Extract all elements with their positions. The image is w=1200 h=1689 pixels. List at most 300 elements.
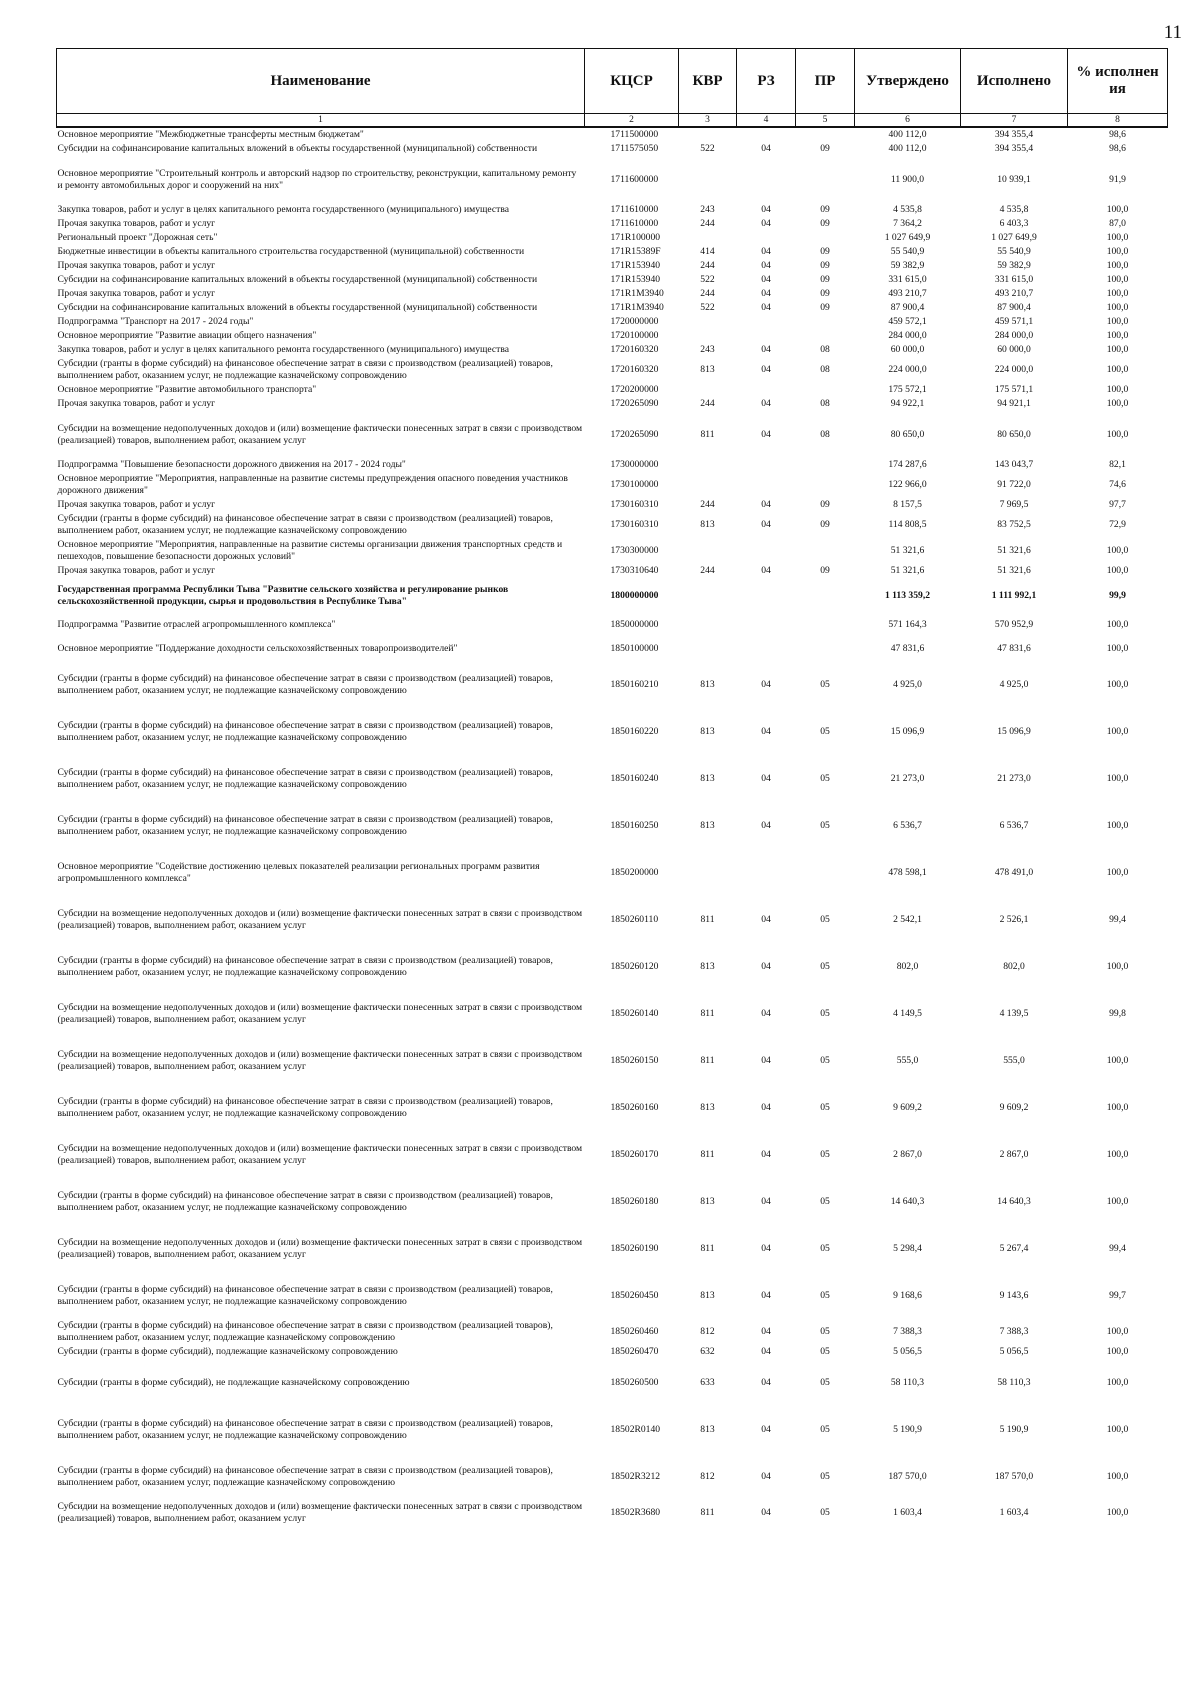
cell-approved: 224 000,0 xyxy=(888,364,927,375)
table-row xyxy=(57,397,1168,411)
cell-executed: 59 382,9 xyxy=(997,260,1031,271)
cell-approved: 80 650,0 xyxy=(890,428,925,440)
cell-approved: 187 570,0 xyxy=(888,1470,927,1482)
cell-kcsr: 1850260140 xyxy=(610,1007,659,1019)
cell-name: Подпрограмма "Развитие отраслей агропромышленного комплекса" xyxy=(57,619,336,630)
cell-name: Прочая закупка товаров, работ и услуг xyxy=(57,565,216,576)
cell-name: Субсидии (гранты в форме субсидий), подлежащие казначейскому сопровождению xyxy=(57,1346,398,1357)
column-number-row xyxy=(57,114,1168,128)
cell-approved: 14 640,3 xyxy=(890,1195,925,1207)
cell-rz: 04 xyxy=(761,519,771,530)
header-kcsr: КЦСР xyxy=(585,49,679,114)
table-row xyxy=(57,231,1168,245)
cell-name: Прочая закупка товаров, работ и услуг xyxy=(57,260,216,271)
cell-percent: 99,7 xyxy=(1109,1289,1126,1301)
cell-percent: 100,0 xyxy=(1106,398,1129,409)
cell-percent: 100,0 xyxy=(1106,545,1129,556)
cell-approved: 94 922,1 xyxy=(890,398,925,409)
cell-name: Субсидии на возмещение недополученных доходов и (или) возмещение фактически понесенных затрат в связи с производством (реализацией) товаров, выполнением работ, оказанием услуг xyxy=(57,1501,583,1524)
cell-pr xyxy=(796,637,855,661)
budget-execution-table xyxy=(56,48,1168,1526)
cell-kcsr: 1711575050 xyxy=(610,143,659,154)
cell-kvr: 244 xyxy=(700,398,715,409)
cell-kcsr: 1720100000 xyxy=(610,330,659,341)
cell-kvr: 813 xyxy=(700,725,715,737)
table-row xyxy=(57,259,1168,273)
cell-name: Субсидии на софинансирование капитальных вложений в объекты государственной (муниципальной) собственности xyxy=(57,274,538,285)
cell-percent: 100,0 xyxy=(1106,246,1129,257)
cell-approved: 331 615,0 xyxy=(888,274,927,285)
cell-kcsr: 1711610000 xyxy=(610,204,659,215)
cell-pr: 05 xyxy=(820,1148,830,1160)
cell-kvr: 812 xyxy=(700,1326,715,1337)
cell-approved: 15 096,9 xyxy=(890,725,925,737)
cell-executed: 394 355,4 xyxy=(994,129,1034,140)
cell-kcsr: 18502R0140 xyxy=(610,1423,661,1435)
cell-pr: 09 xyxy=(820,274,830,285)
cell-executed: 91 722,0 xyxy=(997,479,1031,490)
cell-rz xyxy=(737,329,796,343)
table-row xyxy=(57,538,1168,564)
cell-executed: 60 000,0 xyxy=(997,344,1031,355)
cell-kvr xyxy=(679,578,737,613)
cell-rz: 04 xyxy=(761,364,771,375)
cell-executed: 4 925,0 xyxy=(999,678,1029,690)
cell-percent: 99,8 xyxy=(1109,1007,1126,1019)
cell-kcsr: 18502R3212 xyxy=(610,1470,661,1482)
cell-percent: 99,9 xyxy=(1109,589,1126,601)
header-rz: РЗ xyxy=(737,49,796,114)
cell-name: Основное мероприятие "Содействие достижению целевых показателей реализации региональных программ развития агропромышленного комплекса" xyxy=(57,860,540,884)
table-row xyxy=(57,661,1168,708)
cell-pr: 05 xyxy=(820,1007,830,1019)
cell-kvr xyxy=(679,231,737,245)
cell-rz: 04 xyxy=(761,1346,771,1357)
cell-executed: 459 571,1 xyxy=(994,316,1034,327)
cell-approved: 7 364,2 xyxy=(893,218,922,229)
cell-percent: 97,7 xyxy=(1109,499,1126,510)
cell-rz: 04 xyxy=(761,565,771,576)
cell-kcsr: 1730160310 xyxy=(610,519,659,530)
cell-approved: 51 321,6 xyxy=(890,565,925,576)
cell-executed: 51 321,6 xyxy=(997,545,1031,556)
cell-rz xyxy=(737,613,796,637)
cell-kcsr: 18502R3680 xyxy=(610,1507,661,1518)
cell-executed: 284 000,0 xyxy=(994,330,1034,341)
table-row xyxy=(57,343,1168,357)
cell-approved: 114 808,5 xyxy=(888,519,927,530)
cell-name: Субсидии (гранты в форме субсидий) на финансовое обеспечение затрат в связи с производством (реализацией товаров), выполнением работ, оказанием услуг, подлежащие казначейскому сопровождению xyxy=(57,1464,553,1488)
table-body xyxy=(57,127,1168,1526)
header-pr: ПР xyxy=(796,49,855,114)
cell-name: Субсидии на возмещение недополученных доходов и (или) возмещение фактически понесенных затрат в связи с производством (реализацией) товаров, выполнением работ, оказанием услуг xyxy=(57,422,583,446)
cell-name: Основное мероприятие "Межбюджетные трансферты местным бюджетам" xyxy=(57,129,364,140)
cell-rz: 04 xyxy=(761,204,771,215)
cell-kvr xyxy=(679,127,737,142)
cell-executed: 2 867,0 xyxy=(999,1148,1029,1160)
header-approved: Утверждено xyxy=(855,49,961,114)
cell-percent: 74,6 xyxy=(1109,479,1126,490)
cell-kcsr: 171R1M3940 xyxy=(610,302,664,313)
cell-kcsr: 1850160220 xyxy=(610,725,659,737)
table-row xyxy=(57,1500,1168,1526)
table-row xyxy=(57,637,1168,661)
cell-pr: 09 xyxy=(820,288,830,299)
cell-percent: 100,0 xyxy=(1106,204,1129,215)
column-number: 8 xyxy=(1068,114,1168,128)
cell-kcsr: 171R153940 xyxy=(610,274,661,285)
cell-name: Основное мероприятие "Развитие автомобильного транспорта" xyxy=(57,384,317,395)
header-row xyxy=(57,49,1168,114)
header-kvr: КВР xyxy=(679,49,737,114)
cell-kvr: 813 xyxy=(700,1423,715,1435)
column-number: 2 xyxy=(585,114,679,128)
cell-kcsr: 1720200000 xyxy=(610,384,659,395)
cell-executed: 80 650,0 xyxy=(997,428,1031,440)
cell-percent: 100,0 xyxy=(1106,1195,1129,1207)
table-row xyxy=(57,273,1168,287)
cell-pr: 09 xyxy=(820,302,830,313)
cell-kcsr: 1711500000 xyxy=(610,129,659,140)
table-row xyxy=(57,564,1168,578)
table-row xyxy=(57,613,1168,637)
cell-pr: 05 xyxy=(820,819,830,831)
cell-kvr xyxy=(679,849,737,896)
table-row xyxy=(57,1225,1168,1272)
cell-name: Субсидии на возмещение недополученных доходов и (или) возмещение фактически понесенных затрат в связи с производством (реализацией) товаров, выполнением работ, оказанием услуг xyxy=(57,1236,583,1260)
cell-kvr: 244 xyxy=(700,499,715,510)
cell-percent: 100,0 xyxy=(1106,1101,1129,1113)
cell-pr xyxy=(796,156,855,203)
cell-name: Субсидии на возмещение недополученных доходов и (или) возмещение фактически понесенных затрат в связи с производством (реализацией) товаров, выполнением работ, оказанием услуг xyxy=(57,1142,583,1166)
header-percent: % исполнен ия xyxy=(1068,49,1168,114)
cell-pr xyxy=(796,849,855,896)
cell-executed: 7 969,5 xyxy=(999,499,1029,510)
cell-executed: 51 321,6 xyxy=(997,565,1031,576)
cell-pr xyxy=(796,472,855,498)
cell-executed: 94 921,1 xyxy=(997,398,1031,409)
cell-kvr: 813 xyxy=(700,519,715,530)
cell-kvr: 813 xyxy=(700,960,715,972)
cell-rz xyxy=(737,127,796,142)
cell-approved: 175 572,1 xyxy=(888,384,927,395)
cell-kvr: 244 xyxy=(700,565,715,576)
cell-name: Основное мероприятие "Поддержание доходности сельскохозяйственных товаропроизводителей" xyxy=(57,643,458,654)
cell-pr: 05 xyxy=(820,1507,830,1518)
cell-approved: 47 831,6 xyxy=(890,643,925,654)
cell-pr: 09 xyxy=(820,519,830,530)
cell-kvr xyxy=(679,315,737,329)
table-row xyxy=(57,217,1168,231)
cell-pr xyxy=(796,329,855,343)
cell-executed: 187 570,0 xyxy=(994,1470,1034,1482)
cell-name: Субсидии (гранты в форме субсидий) на финансовое обеспечение затрат в связи с производством (реализацией) товаров, выполнением работ, оказанием услуг, не подлежащие казначейскому сопровождению xyxy=(57,1283,553,1307)
cell-kvr xyxy=(679,156,737,203)
table-row xyxy=(57,1272,1168,1319)
cell-name: Субсидии (гранты в форме субсидий) на финансовое обеспечение затрат в связи с производством (реализацией) товаров, выполнением работ, оказанием услуг, не подлежащие казначейскому сопровождению xyxy=(57,1189,553,1213)
table-row xyxy=(57,142,1168,156)
cell-approved: 7 388,3 xyxy=(893,1326,922,1337)
cell-approved: 6 536,7 xyxy=(893,819,922,831)
cell-percent: 98,6 xyxy=(1109,129,1126,140)
cell-pr: 09 xyxy=(820,246,830,257)
table-row xyxy=(57,512,1168,538)
cell-percent: 100,0 xyxy=(1106,232,1129,243)
cell-pr: 08 xyxy=(820,428,830,440)
cell-approved: 1 603,4 xyxy=(893,1507,922,1518)
cell-kvr: 813 xyxy=(700,772,715,784)
cell-kcsr: 171R1M3940 xyxy=(610,288,664,299)
cell-pr: 09 xyxy=(820,260,830,271)
cell-percent: 100,0 xyxy=(1106,260,1129,271)
cell-name: Субсидии (гранты в форме субсидий) на финансовое обеспечение затрат в связи с производством (реализацией) товаров, выполнением работ, оказанием услуг, не подлежащие казначейскому сопровождению xyxy=(57,358,553,381)
cell-rz xyxy=(737,156,796,203)
cell-kcsr: 1720160320 xyxy=(610,364,659,375)
cell-kvr: 813 xyxy=(700,819,715,831)
cell-executed: 175 571,1 xyxy=(994,384,1034,395)
cell-name: Субсидии на софинансирование капитальных вложений в объекты государственной (муниципальной) собственности xyxy=(57,302,538,313)
cell-kcsr: 1720265090 xyxy=(610,398,659,409)
cell-name: Основное мероприятие "Развитие авиации общего назначения" xyxy=(57,330,317,341)
cell-rz: 04 xyxy=(761,1423,771,1435)
cell-kvr: 522 xyxy=(700,274,715,285)
cell-percent: 99,4 xyxy=(1109,1242,1126,1254)
table-row xyxy=(57,472,1168,498)
cell-percent: 100,0 xyxy=(1106,619,1129,630)
cell-approved: 478 598,1 xyxy=(888,866,927,878)
cell-pr: 05 xyxy=(820,1101,830,1113)
cell-kcsr: 1850260500 xyxy=(610,1376,659,1388)
cell-percent: 100,0 xyxy=(1106,428,1129,440)
cell-pr: 05 xyxy=(820,1376,830,1388)
cell-approved: 493 210,7 xyxy=(888,288,927,299)
cell-executed: 5 190,9 xyxy=(999,1423,1029,1435)
table-row xyxy=(57,1178,1168,1225)
cell-kcsr: 171R100000 xyxy=(610,232,661,243)
cell-pr xyxy=(796,383,855,397)
cell-kvr xyxy=(679,329,737,343)
cell-kvr xyxy=(679,538,737,564)
cell-kvr: 813 xyxy=(700,1101,715,1113)
cell-percent: 100,0 xyxy=(1106,866,1129,878)
cell-kcsr: 1850260180 xyxy=(610,1195,659,1207)
cell-kcsr: 1850260150 xyxy=(610,1054,659,1066)
cell-percent: 100,0 xyxy=(1106,288,1129,299)
cell-approved: 174 287,6 xyxy=(888,459,927,470)
cell-percent: 91,9 xyxy=(1109,173,1126,185)
cell-kcsr: 1850000000 xyxy=(610,619,659,630)
table-row xyxy=(57,357,1168,383)
cell-approved: 87 900,4 xyxy=(890,302,925,313)
cell-pr: 05 xyxy=(820,1470,830,1482)
table-row xyxy=(57,802,1168,849)
cell-pr: 05 xyxy=(820,1346,830,1357)
cell-executed: 5 267,4 xyxy=(999,1242,1029,1254)
cell-executed: 87 900,4 xyxy=(997,302,1031,313)
cell-percent: 100,0 xyxy=(1106,1507,1129,1518)
table-row xyxy=(57,127,1168,142)
cell-rz: 04 xyxy=(761,1148,771,1160)
cell-percent: 72,9 xyxy=(1109,519,1126,530)
cell-pr xyxy=(796,458,855,472)
cell-percent: 100,0 xyxy=(1106,1148,1129,1160)
cell-percent: 100,0 xyxy=(1106,819,1129,831)
table-row xyxy=(57,1453,1168,1500)
cell-executed: 143 043,7 xyxy=(994,459,1034,470)
cell-executed: 5 056,5 xyxy=(999,1346,1029,1357)
cell-pr: 05 xyxy=(820,1195,830,1207)
cell-kvr: 811 xyxy=(700,428,715,440)
cell-approved: 5 056,5 xyxy=(893,1346,922,1357)
cell-kcsr: 1730000000 xyxy=(610,459,659,470)
table-row xyxy=(57,203,1168,217)
cell-kcsr: 1850260470 xyxy=(610,1346,659,1357)
table-row xyxy=(57,1319,1168,1345)
table-row xyxy=(57,458,1168,472)
cell-executed: 58 110,3 xyxy=(997,1376,1031,1388)
cell-name: Субсидии (гранты в форме субсидий) на финансовое обеспечение затрат в связи с производством (реализацией) товаров, выполнением работ, оказанием услуг, не подлежащие казначейскому сопровождению xyxy=(57,1417,553,1441)
cell-executed: 570 952,9 xyxy=(994,619,1034,630)
cell-percent: 100,0 xyxy=(1106,1423,1129,1435)
cell-percent: 100,0 xyxy=(1106,1376,1129,1388)
cell-approved: 571 164,3 xyxy=(888,619,927,630)
cell-approved: 55 540,9 xyxy=(890,246,925,257)
cell-pr xyxy=(796,231,855,245)
cell-name: Субсидии (гранты в форме субсидий) на финансовое обеспечение затрат в связи с производством (реализацией) товаров, выполнением работ, оказанием услуг, не подлежащие казначейскому сопровождению xyxy=(57,513,553,536)
cell-kvr: 632 xyxy=(700,1346,715,1357)
cell-kcsr: 1850160210 xyxy=(610,678,659,690)
cell-rz xyxy=(737,637,796,661)
cell-rz: 04 xyxy=(761,398,771,409)
cell-approved: 802,0 xyxy=(896,960,919,972)
cell-executed: 47 831,6 xyxy=(997,643,1031,654)
table-row xyxy=(57,383,1168,397)
cell-pr: 09 xyxy=(820,143,830,154)
cell-rz: 04 xyxy=(761,143,771,154)
table-row xyxy=(57,329,1168,343)
cell-executed: 6 403,3 xyxy=(999,218,1029,229)
cell-name: Субсидии (гранты в форме субсидий) на финансовое обеспечение затрат в связи с производством (реализацией) товаров, выполнением работ, оказанием услуг, не подлежащие казначейскому сопровождению xyxy=(57,672,553,696)
cell-name: Государственная программа Республики Тыва "Развитие сельского хозяйства и регулирование рынков сельскохозяйственной продукции, сырья и продовольствия в Республике Тыва" xyxy=(57,583,509,607)
cell-approved: 284 000,0 xyxy=(888,330,927,341)
cell-rz: 04 xyxy=(761,1195,771,1207)
cell-executed: 83 752,5 xyxy=(997,519,1031,530)
cell-pr: 05 xyxy=(820,1289,830,1301)
cell-executed: 1 027 649,9 xyxy=(991,232,1037,243)
cell-percent: 100,0 xyxy=(1106,274,1129,285)
table-row xyxy=(57,156,1168,203)
table-row xyxy=(57,1359,1168,1406)
cell-name: Основное мероприятие "Мероприятия, направленные на развитие системы предупреждения опасного поведения участников дорожного движения" xyxy=(57,473,568,496)
cell-approved: 9 609,2 xyxy=(893,1101,922,1113)
cell-kcsr: 171R153940 xyxy=(610,260,661,271)
cell-percent: 100,0 xyxy=(1106,565,1129,576)
cell-name: Региональный проект "Дорожная сеть" xyxy=(57,232,218,243)
cell-kvr: 244 xyxy=(700,260,715,271)
cell-rz: 04 xyxy=(761,218,771,229)
cell-approved: 459 572,1 xyxy=(888,316,927,327)
cell-executed: 21 273,0 xyxy=(997,772,1031,784)
cell-approved: 5 190,9 xyxy=(893,1423,922,1435)
cell-approved: 9 168,6 xyxy=(893,1289,922,1301)
cell-approved: 11 900,0 xyxy=(890,173,925,185)
cell-kvr: 813 xyxy=(700,678,715,690)
cell-kcsr: 1850260120 xyxy=(610,960,659,972)
cell-kvr: 811 xyxy=(700,1242,715,1254)
cell-name: Субсидии (гранты в форме субсидий) на финансовое обеспечение затрат в связи с производством (реализацией) товаров, выполнением работ, оказанием услуг, не подлежащие казначейскому сопровождению xyxy=(57,813,553,837)
table-row xyxy=(57,708,1168,755)
cell-kvr: 243 xyxy=(700,204,715,215)
cell-kvr: 244 xyxy=(700,288,715,299)
cell-kcsr: 1850260460 xyxy=(610,1326,659,1337)
cell-pr xyxy=(796,315,855,329)
cell-rz: 04 xyxy=(761,819,771,831)
cell-kvr: 811 xyxy=(700,1007,715,1019)
cell-rz: 04 xyxy=(761,1289,771,1301)
cell-kcsr: 1850160250 xyxy=(610,819,659,831)
cell-pr: 08 xyxy=(820,364,830,375)
cell-pr: 09 xyxy=(820,204,830,215)
cell-rz: 04 xyxy=(761,344,771,355)
cell-rz: 04 xyxy=(761,428,771,440)
cell-kvr xyxy=(679,472,737,498)
cell-kcsr: 1730100000 xyxy=(610,479,659,490)
cell-pr: 05 xyxy=(820,678,830,690)
cell-percent: 100,0 xyxy=(1106,1054,1129,1066)
cell-executed: 9 609,2 xyxy=(999,1101,1029,1113)
cell-pr xyxy=(796,578,855,613)
cell-kvr: 811 xyxy=(700,1054,715,1066)
cell-name: Прочая закупка товаров, работ и услуг xyxy=(57,218,216,229)
cell-executed: 15 096,9 xyxy=(997,725,1031,737)
cell-pr: 08 xyxy=(820,344,830,355)
cell-kcsr: 1711600000 xyxy=(610,173,659,185)
cell-approved: 2 867,0 xyxy=(893,1148,922,1160)
cell-pr: 05 xyxy=(820,1054,830,1066)
cell-kvr xyxy=(679,458,737,472)
cell-kvr: 811 xyxy=(700,1148,715,1160)
cell-kvr: 811 xyxy=(700,913,715,925)
cell-rz xyxy=(737,315,796,329)
table-row xyxy=(57,990,1168,1037)
cell-approved: 2 542,1 xyxy=(893,913,922,925)
cell-rz: 04 xyxy=(761,1101,771,1113)
cell-name: Подпрограмма "Транспорт на 2017 - 2024 годы" xyxy=(57,316,254,327)
table-row xyxy=(57,498,1168,512)
cell-kvr: 633 xyxy=(700,1376,715,1388)
cell-percent: 87,0 xyxy=(1109,218,1126,229)
cell-kcsr: 1850100000 xyxy=(610,643,659,654)
cell-pr: 09 xyxy=(820,499,830,510)
cell-percent: 100,0 xyxy=(1106,384,1129,395)
cell-percent: 100,0 xyxy=(1106,344,1129,355)
cell-approved: 1 027 649,9 xyxy=(884,232,931,243)
cell-approved: 400 112,0 xyxy=(888,129,927,140)
cell-executed: 55 540,9 xyxy=(997,246,1031,257)
table-row xyxy=(57,943,1168,990)
cell-kvr: 522 xyxy=(700,143,715,154)
page-number: 11 xyxy=(1163,22,1182,43)
cell-rz: 04 xyxy=(761,302,771,313)
cell-pr: 05 xyxy=(820,725,830,737)
table-row xyxy=(57,245,1168,259)
cell-kcsr: 1850260170 xyxy=(610,1148,659,1160)
cell-kcsr: 1850260450 xyxy=(610,1289,659,1301)
cell-pr xyxy=(796,127,855,142)
cell-kvr: 813 xyxy=(700,1195,715,1207)
cell-rz: 04 xyxy=(761,772,771,784)
cell-rz xyxy=(737,538,796,564)
